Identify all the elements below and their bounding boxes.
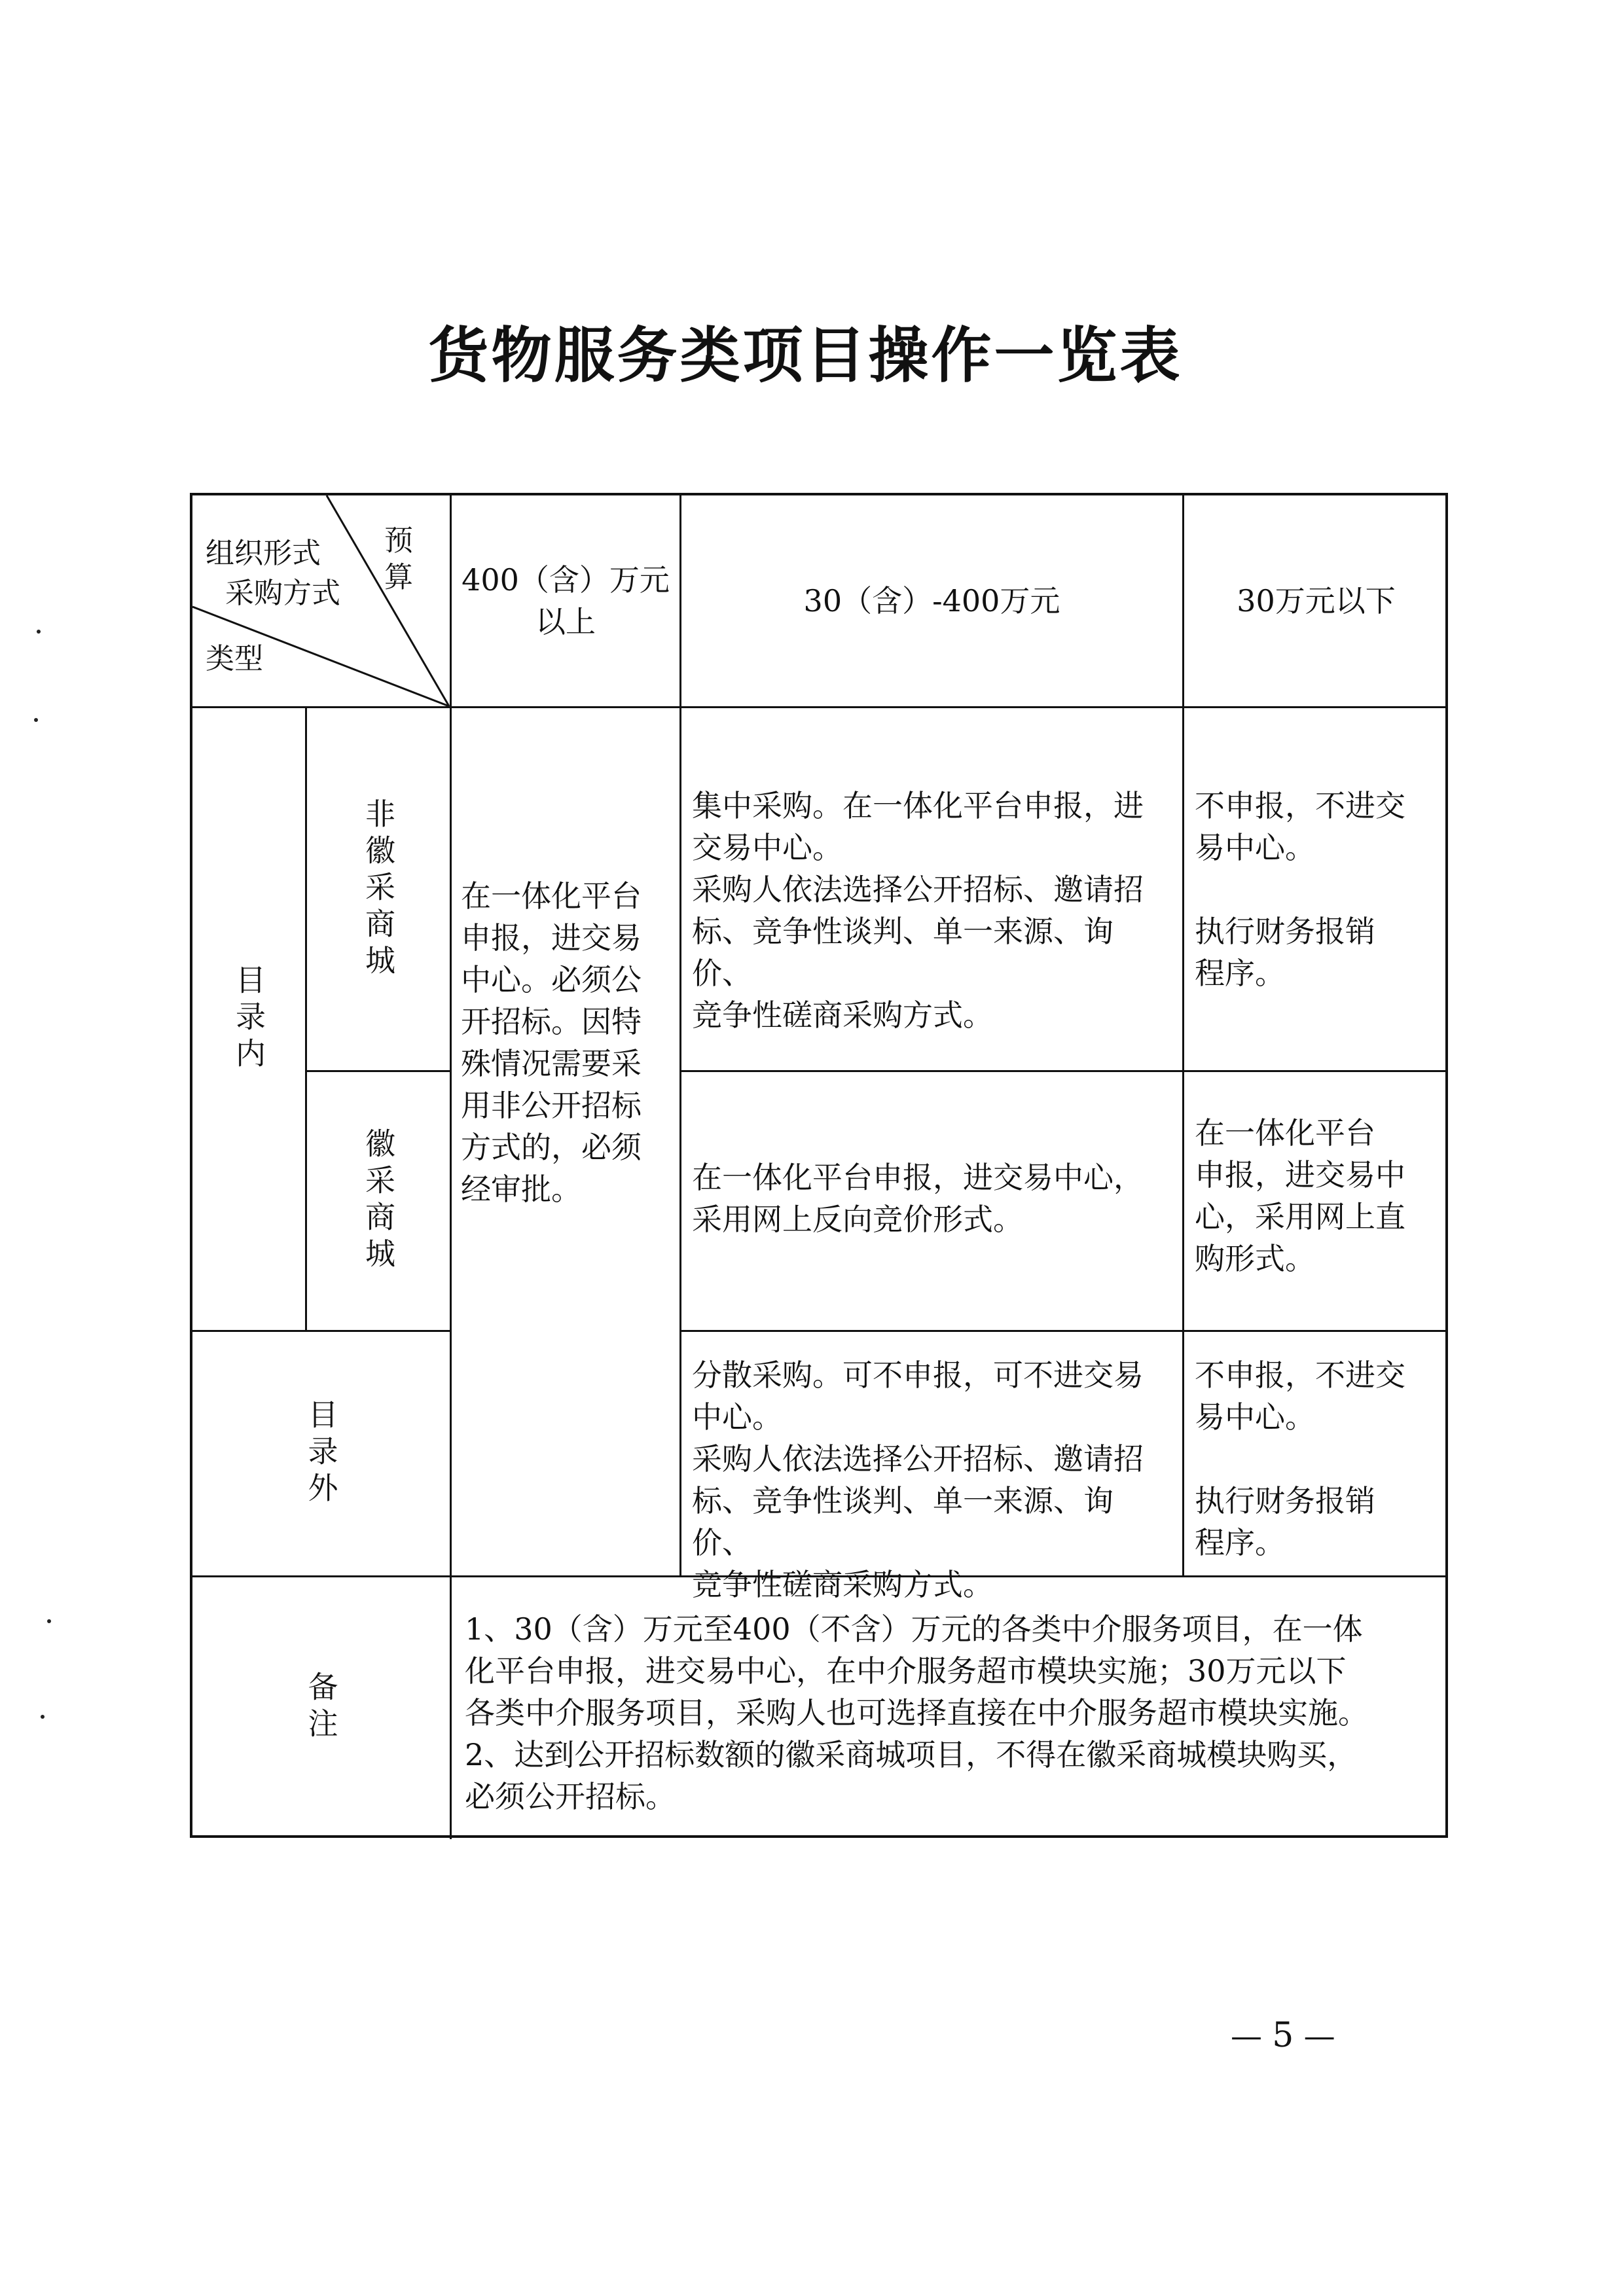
page-footer: — 5 — (1231, 2016, 1335, 2055)
header-col-30-400-label: 30（含）-400万元 (803, 583, 1060, 619)
scan-mark (34, 718, 38, 722)
header-org-form: 组织形式 (206, 537, 321, 570)
row-catalog-in-label: 目录内 (231, 964, 266, 1074)
row-non-mall (307, 708, 450, 1070)
scan-mark (47, 1619, 51, 1623)
header-col-below-30 (1184, 495, 1448, 706)
scan-mark (37, 630, 41, 634)
header-col-30-400 (681, 495, 1182, 706)
row-catalog-out-label: 目录外 (303, 1399, 339, 1509)
cell-remarks: 1、30（含）万元至400（不含）万元的各类中介服务项目，在一体 化平台申报，进交易中心，在中介服务超市模块实施；30万元以下 各类中介服务项目，采购人也可选择直接在中介服务超市模块实施。 2、达到公开招标数额的徽采商城项目，不得在徽采商城模块购买， 必须公开招标。 (465, 1611, 1368, 1814)
cell-mall-col3: 在一体化平台 申报，进交易中 心，采用网上直 购形式。 (1195, 1115, 1405, 1276)
row-catalog-out (192, 1332, 450, 1575)
cell-non-mall-col3: 不申报，不进交 易中心。 执行财务报销 程序。 (1195, 788, 1405, 991)
page-title: 货物服务类项目操作一览表 (428, 320, 1183, 391)
header-col-400-above-label: 400（含）万元 以上 (462, 562, 670, 639)
row-non-mall-label: 非徽采商城 (361, 797, 396, 981)
row-mall (307, 1072, 450, 1330)
header-col-below-30-label: 30万元以下 (1237, 583, 1396, 619)
header-col-400-above (452, 495, 679, 706)
row-mall-label: 徽采商城 (361, 1128, 396, 1274)
header-budget: 预算 (379, 525, 412, 598)
header-type: 类型 (206, 642, 263, 675)
cell-out-col3: 不申报，不进交 易中心。 执行财务报销 程序。 (1195, 1357, 1405, 1560)
page-number: 5 (1272, 2016, 1294, 2055)
row-remarks (192, 1577, 450, 1838)
cell-col1-merged: 在一体化平台 申报，进交易 中心。必须公 开招标。因特 殊情况需要采 用非公开招标 方式的，必须 经审批。 (461, 878, 642, 1207)
operation-table (190, 493, 1448, 1838)
cell-non-mall-col2: 集中采购。在一体化平台申报，进 交易中心。 采购人依法选择公开招标、邀请招 标、竞争性谈判、单一来源、询价、 竞争性磋商采购方式。 (692, 788, 1144, 1033)
cell-out-col2: 分散采购。可不申报，可不进交易 中心。 采购人依法选择公开招标、邀请招 标、竞争性谈判、单一来源、询价、 竞争性磋商采购方式。 (692, 1357, 1144, 1602)
row-catalog-in (192, 708, 305, 1330)
scan-mark (41, 1715, 45, 1719)
cell-mall-col2: 在一体化平台申报，进交易中心， 采用网上反向竞价形式。 (692, 1160, 1144, 1237)
row-remarks-label: 备注 (303, 1671, 339, 1744)
header-method: 采购方式 (225, 577, 340, 610)
